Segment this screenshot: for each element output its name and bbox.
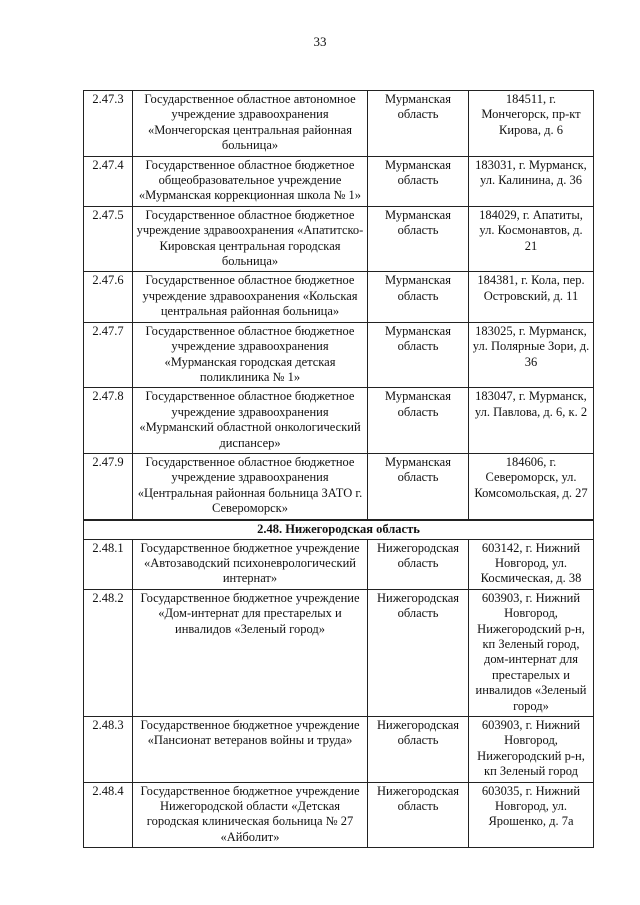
region-name: Мурманская область [368, 322, 469, 388]
row-number: 2.47.7 [84, 322, 133, 388]
address: 184381, г. Кола, пер. Островский, д. 11 [469, 272, 594, 322]
row-number: 2.47.9 [84, 453, 133, 519]
address: 603142, г. Нижний Новгород, ул. Космическая, д. 38 [469, 539, 594, 589]
address: 603035, г. Нижний Новгород, ул. Ярошенко, д. 7а [469, 782, 594, 848]
table-row [84, 272, 594, 322]
address: 183025, г. Мурманск, ул. Полярные Зори, д. 36 [469, 322, 594, 388]
row-number: 2.48.4 [84, 782, 133, 848]
institution-name: Государственное областное бюджетное учреждение здравоохранения «Мурманская городская детская поликлиника № 1» [133, 322, 368, 388]
row-number: 2.48.3 [84, 717, 133, 783]
region-name: Нижегородская область [368, 539, 469, 589]
table-row [84, 453, 594, 519]
row-number: 2.48.1 [84, 539, 133, 589]
section-row [84, 520, 594, 540]
region-name: Мурманская область [368, 156, 469, 206]
institution-name: Государственное бюджетное учреждение «Автозаводский психоневрологический интернат» [133, 539, 368, 589]
row-number: 2.47.8 [84, 388, 133, 454]
address: 184029, г. Апатиты, ул. Космонавтов, д. 21 [469, 206, 594, 272]
table-row [84, 91, 594, 157]
institution-name: Государственное областное автономное учреждение здравоохранения «Мончегорская центральная районная больница» [133, 91, 368, 157]
row-number: 2.47.5 [84, 206, 133, 272]
table-row [84, 322, 594, 388]
table-row [84, 156, 594, 206]
region-name: Мурманская область [368, 272, 469, 322]
table-row [84, 539, 594, 589]
address: 603903, г. Нижний Новгород, Нижегородский р-н, кп Зеленый город, дом-интернат для престарелых и инвалидов «Зеленый город» [469, 589, 594, 716]
institution-name: Государственное областное бюджетное учреждение здравоохранения «Апатитско-Кировская центральная городская больница» [133, 206, 368, 272]
address: 184511, г. Мончегорск, пр-кт Кирова, д. 6 [469, 91, 594, 157]
region-name: Мурманская область [368, 388, 469, 454]
institution-name: Государственное бюджетное учреждение Нижегородской области «Детская городская клиническая больница № 27 «Айболит» [133, 782, 368, 848]
table-row [84, 206, 594, 272]
region-name: Нижегородская область [368, 717, 469, 783]
section-title: 2.48. Нижегородская область [84, 520, 594, 540]
institution-name: Государственное областное бюджетное общеобразовательное учреждение «Мурманская коррекционная школа № 1» [133, 156, 368, 206]
region-name: Нижегородская область [368, 782, 469, 848]
institution-name: Государственное бюджетное учреждение «Дом-интернат для престарелых и инвалидов «Зеленый город» [133, 589, 368, 716]
table-row [84, 782, 594, 848]
region-name: Мурманская область [368, 91, 469, 157]
row-number: 2.47.4 [84, 156, 133, 206]
institution-name: Государственное бюджетное учреждение «Пансионат ветеранов войны и труда» [133, 717, 368, 783]
page-number: 33 [313, 34, 327, 49]
table-body-section [84, 520, 594, 540]
row-number: 2.47.3 [84, 91, 133, 157]
institution-name: Государственное областное бюджетное учреждение здравоохранения «Центральная районная больница ЗАТО г. Североморск» [133, 453, 368, 519]
table-body-nizhny-novgorod [84, 539, 594, 848]
address: 603903, г. Нижний Новгород, Нижегородский р-н, кп Зеленый город [469, 717, 594, 783]
region-name: Нижегородская область [368, 589, 469, 716]
region-name: Мурманская область [368, 206, 469, 272]
institutions-table [83, 90, 594, 848]
table-row [84, 589, 594, 716]
address: 183031, г. Мурманск, ул. Калинина, д. 36 [469, 156, 594, 206]
row-number: 2.48.2 [84, 589, 133, 716]
table-body-murmansk [84, 91, 594, 520]
row-number: 2.47.6 [84, 272, 133, 322]
table-row [84, 388, 594, 454]
institution-name: Государственное областное бюджетное учреждение здравоохранения «Мурманский областной онкологический диспансер» [133, 388, 368, 454]
address: 184606, г. Североморск, ул. Комсомольская, д. 27 [469, 453, 594, 519]
address: 183047, г. Мурманск, ул. Павлова, д. 6, к. 2 [469, 388, 594, 454]
table-row [84, 717, 594, 783]
region-name: Мурманская область [368, 453, 469, 519]
institution-name: Государственное областное бюджетное учреждение здравоохранения «Кольская центральная районная больница» [133, 272, 368, 322]
